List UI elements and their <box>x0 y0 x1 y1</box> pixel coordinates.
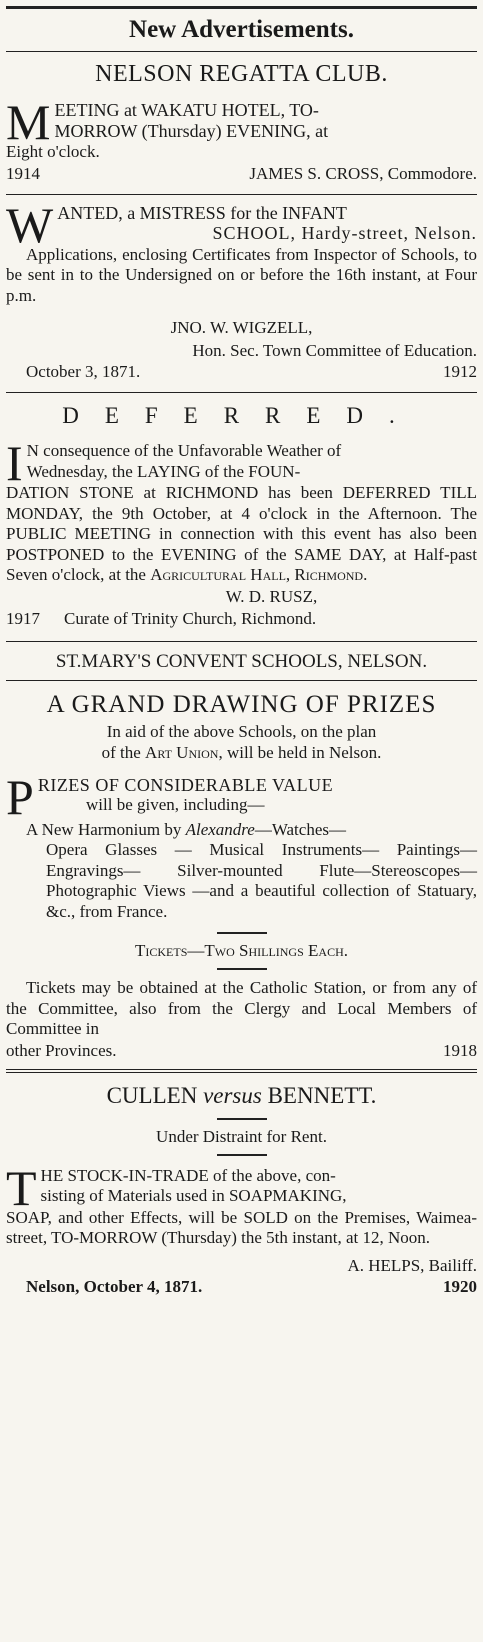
ad-footer <box>6 608 477 629</box>
ad-body <box>6 94 477 163</box>
ad-title-versus: versus <box>203 1082 262 1108</box>
ad-date: Nelson, October 4, 1871. <box>26 1276 203 1296</box>
ad-signature: A. HELPS, Bailiff. <box>347 1255 477 1275</box>
ad-line: N consequence of the Unfavorable Weather of <box>26 441 342 460</box>
ad-paragraph: Opera Glasses — Musical Instruments— Paintings— Engravings— Silver-mounted Flute—Stereoscopes—Photographic Views —and a beautiful collection of Statuary, &c., from France. <box>46 840 477 921</box>
ad-paragraph-text: DATION STONE at RICHMOND has been DEFERRED TILL MONDAY, the 9th October, at 4 o'clock in the Afternoon. The PUBLIC MEETING in connection with this event has also been POSTPONED to the EVENING of the SAME DAY, at Half-past Seven o'clock, at the <box>6 483 477 584</box>
ad-line: will be given, including— <box>86 795 265 814</box>
ad-body <box>6 196 477 307</box>
top-rule <box>6 6 477 9</box>
ad-footer <box>6 1276 477 1297</box>
ad-body <box>6 1159 477 1249</box>
drop-cap: T <box>6 1159 37 1216</box>
ad-line: In aid of the above Schools, on the plan <box>106 721 377 741</box>
ad-place: Agricultural Hall, Richmond. <box>150 565 368 584</box>
ad-paragraph <box>6 978 477 1040</box>
divider <box>6 194 477 195</box>
ad-body <box>6 435 477 586</box>
ad-headline: A GRAND DRAWING OF PRIZES <box>46 690 437 718</box>
ad-role: Curate of Trinity Church, Richmond. <box>64 608 317 628</box>
ad-text: of the <box>101 742 141 762</box>
ad-mistress-wanted <box>6 196 477 383</box>
ad-footer <box>6 1040 477 1061</box>
ad-line <box>6 820 477 841</box>
ad-footer <box>6 361 477 382</box>
ad-convent-schools <box>6 648 477 1061</box>
drop-cap: M <box>6 94 51 150</box>
ad-paragraph <box>6 483 477 586</box>
newspaper-column <box>6 0 477 1297</box>
ad-line: EETING at WAKATU HOTEL, TO- <box>54 100 319 120</box>
ad-subtitle: Under Distraint for Rent. <box>156 1126 327 1146</box>
ad-text: A New Harmonium by <box>26 819 182 839</box>
ad-footer <box>6 163 477 184</box>
ad-art-union: Art Union <box>145 742 219 762</box>
ad-number: 1914 <box>6 163 40 183</box>
ad-deferred <box>6 399 477 629</box>
ad-number: 1918 <box>443 1040 477 1060</box>
ad-number: 1917 <box>6 608 40 628</box>
ad-line: Eight o'clock. <box>6 142 100 161</box>
divider <box>6 641 477 642</box>
ad-number: 1920 <box>443 1276 477 1296</box>
ad-line: RIZES OF CONSIDERABLE VALUE <box>37 774 334 795</box>
ad-title <box>6 1079 477 1113</box>
ad-line: ANTED, a MISTRESS for the INFANT <box>57 202 347 223</box>
section-header: New Advertisements. <box>129 16 354 43</box>
header-rule <box>6 51 477 52</box>
ad-text: other Provinces. <box>6 1040 117 1060</box>
divider <box>6 392 477 393</box>
short-divider <box>217 1154 267 1156</box>
ad-text: , will be held in Nelson. <box>218 742 382 762</box>
ad-signature: JAMES S. CROSS, Commodore. <box>249 163 477 183</box>
ad-line: MORROW (Thursday) EVENING, at <box>54 120 329 141</box>
divider <box>6 680 477 681</box>
ad-text: —Watches— <box>254 819 346 839</box>
ad-role: Hon. Sec. Town Committee of Education. <box>192 341 477 360</box>
divider <box>6 1069 477 1073</box>
short-divider <box>217 968 267 970</box>
short-divider <box>217 1118 267 1120</box>
short-divider <box>217 932 267 934</box>
ad-tickets: Tickets—Two Shillings Each. <box>134 941 348 960</box>
drop-cap: I <box>6 435 23 491</box>
ad-maker: Alexandre <box>185 819 255 839</box>
ad-title-part: BENNETT. <box>267 1082 377 1108</box>
drop-cap: P <box>6 768 34 825</box>
drop-cap: W <box>6 196 54 253</box>
ad-line <box>6 742 477 763</box>
ad-number: 1912 <box>443 362 477 381</box>
ad-date: October 3, 1871. <box>26 362 141 381</box>
ad-name: W. D. RUSZ, <box>225 586 318 606</box>
ad-title: ST.MARY'S CONVENT SCHOOLS, NELSON. <box>55 650 428 672</box>
ad-title-part: CULLEN <box>106 1082 198 1108</box>
ad-prize-list <box>6 820 477 923</box>
ad-name: JNO. W. WIGZELL, <box>170 318 313 337</box>
ad-line: sisting of Materials used in SOAPMAKING, <box>40 1186 347 1205</box>
ad-cullen-bennett <box>6 1079 477 1297</box>
ad-regatta-club <box>6 58 477 184</box>
ad-line: HE STOCK-IN-TRADE of the above, con- <box>40 1165 336 1185</box>
ad-paragraph: Applications, enclosing Certificates from Inspector of Schools, to be sent in to the Undersigned on or before the 16th instant, at Four p.m. <box>6 244 477 305</box>
ad-line: Wednesday, the LAYING of the FOUN- <box>26 461 301 481</box>
ad-line: SCHOOL, Hardy-street, Nelson. <box>212 223 477 243</box>
ad-paragraph: SOAP, and other Effects, will be SOLD on the Premises, Waimea-street, TO-MORROW (Thursday) the 5th instant, at 12, Noon. <box>6 1207 477 1247</box>
ad-title: NELSON REGATTA CLUB. <box>95 61 388 87</box>
ad-title: DEFERRED. <box>62 403 421 428</box>
ad-body <box>6 768 477 825</box>
ad-paragraph-text: Tickets may be obtained at the Catholic Station, or from any of the Committee, also from the Clergy and Local Members of Committee in <box>6 978 477 1038</box>
